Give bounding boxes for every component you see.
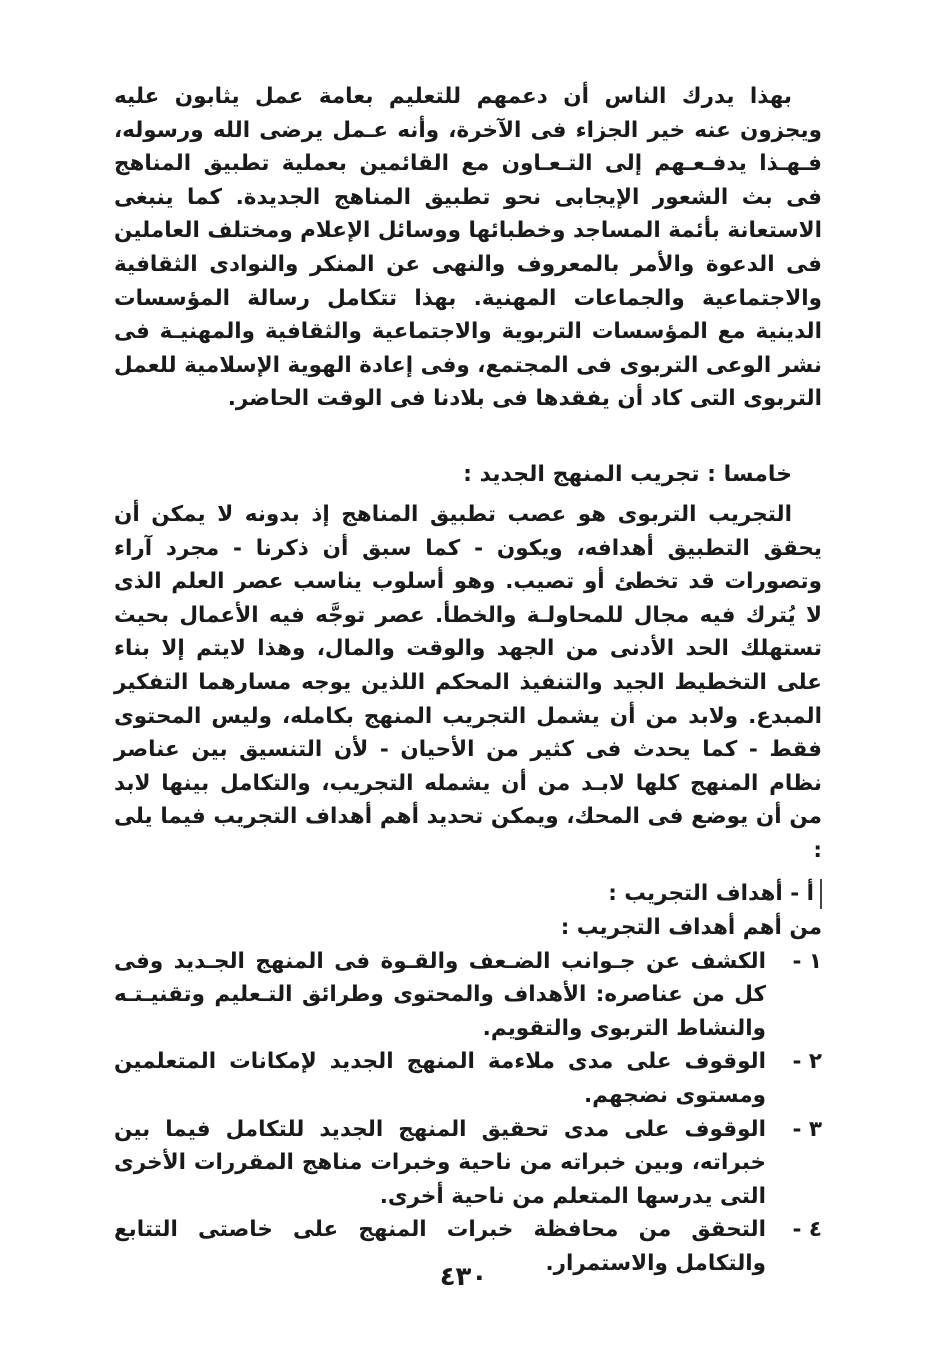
list-item-number: ٢ - <box>792 1049 822 1075</box>
page-number: ٤٣٠ <box>439 1262 488 1292</box>
paragraph-2: التجريب التربوى هو عصب تطبيق المناهج إذ بدونه لا يمكن أن يحقق التطبيق أهدافه، ويكون - كما سبق أن ذكرنا - مجرد آراء وتصورات قد تخطئ أو تصيب. وهو أسلوب يناسب عصر العلم الذى لا يُترك فيه مجال للمحاولـة والخطأ. عصر توجَّه فيه الأعمال بحيث تستهلك الحد الأدنى من الجهد والوقت والمال، وهذا لايتم إلا بناء على التخطيط الجيد والتنفيذ المحكم اللذين يوجه مسارهما التفكير المبدع. ولابد من أن يشمل التجريب المنهج بكامله، وليس المحتوى فقط - كما يحدث فى كثير من الأحيان - لأن التنسيق بين عناصر نظام المنهج كلها لابـد من أن يشمله التجريب، والتكامل بينها لابد من أن يوضع فى المحك، ويمكن تحديد أهم أهداف التجريب فيما يلى : <box>114 501 822 863</box>
subheading: أ - أهداف التجريب : <box>608 881 814 907</box>
margin-bar <box>820 879 822 909</box>
list-item <box>114 945 822 1046</box>
objectives-list <box>114 945 822 1281</box>
section-heading: خامسا : تجريب المنهج الجديد : <box>463 461 792 487</box>
list-item <box>114 1113 822 1214</box>
list-item-number: ١ - <box>792 948 822 974</box>
paragraph-1: بهذا يدرك الناس أن دعمهم للتعليم بعامة عمل يثابون عليه ويجزون عنه خير الجزاء فى الآخرة، وأنه عـمل يرضى الله ورسوله، فـهـذا يدفـعـهم إلى التـعـاون مع القائمين بعملية تطبيق المناهج فى بث الشعور الإيجابى نحو تطبيق المناهج الجديدة. كما ينبغى الاستعانة بأئمة المساجد وخطبائها ووسائل الإعلام ومختلف العاملين فى الدعوة والأمر بالمعروف والنهى عن المنكر والنوادى الثقافية والاجتماعية والجماعات المهنية. بهذا تتكامل رسالة المؤسسات الدينية مع المؤسسات التربوية والاجتماعية والثقافية والمهنيـة فى نشر الوعى التربوى فى المجتمع، وفى إعادة الهوية الإسلامية للعمل التربوى التى كاد أن يفقدها فى بلادنا فى الوقت الحاضر. <box>114 84 822 412</box>
page-body <box>114 80 822 1281</box>
list-item-number: ٤ - <box>792 1217 822 1243</box>
list-item-text: الكشف عن جـوانب الضـعف والقـوة فى المنهج الجـديد وفى كل من عناصره: الأهداف والمحتوى وطرائق التـعليم وتقنيـتـه والنشاط التربوى والتقويم. <box>114 948 766 1041</box>
list-item <box>114 1045 822 1112</box>
list-item-text: الوقوف على مدى ملاءمة المنهج الجديد لإمكانات المتعلمين ومستوى نضجهم. <box>114 1049 766 1109</box>
subheading-row <box>114 877 822 911</box>
list-item-number: ٣ - <box>792 1116 822 1142</box>
intro-line: من أهم أهداف التجريب : <box>560 915 822 941</box>
list-item-text: الوقوف على مدى تحقيق المنهج الجديد للتكامل فيما بين خبراته، وبين خبراته من ناحية وخبرات مناهج المقررات الأخرى التى يدرسها المتعلم من ناحية أخرى. <box>114 1116 766 1209</box>
spacer <box>114 416 822 458</box>
list-item-text: التحقق من محافظة خبرات المنهج على خاصتى التتابع والتكامل والاستمرار. <box>114 1217 766 1276</box>
